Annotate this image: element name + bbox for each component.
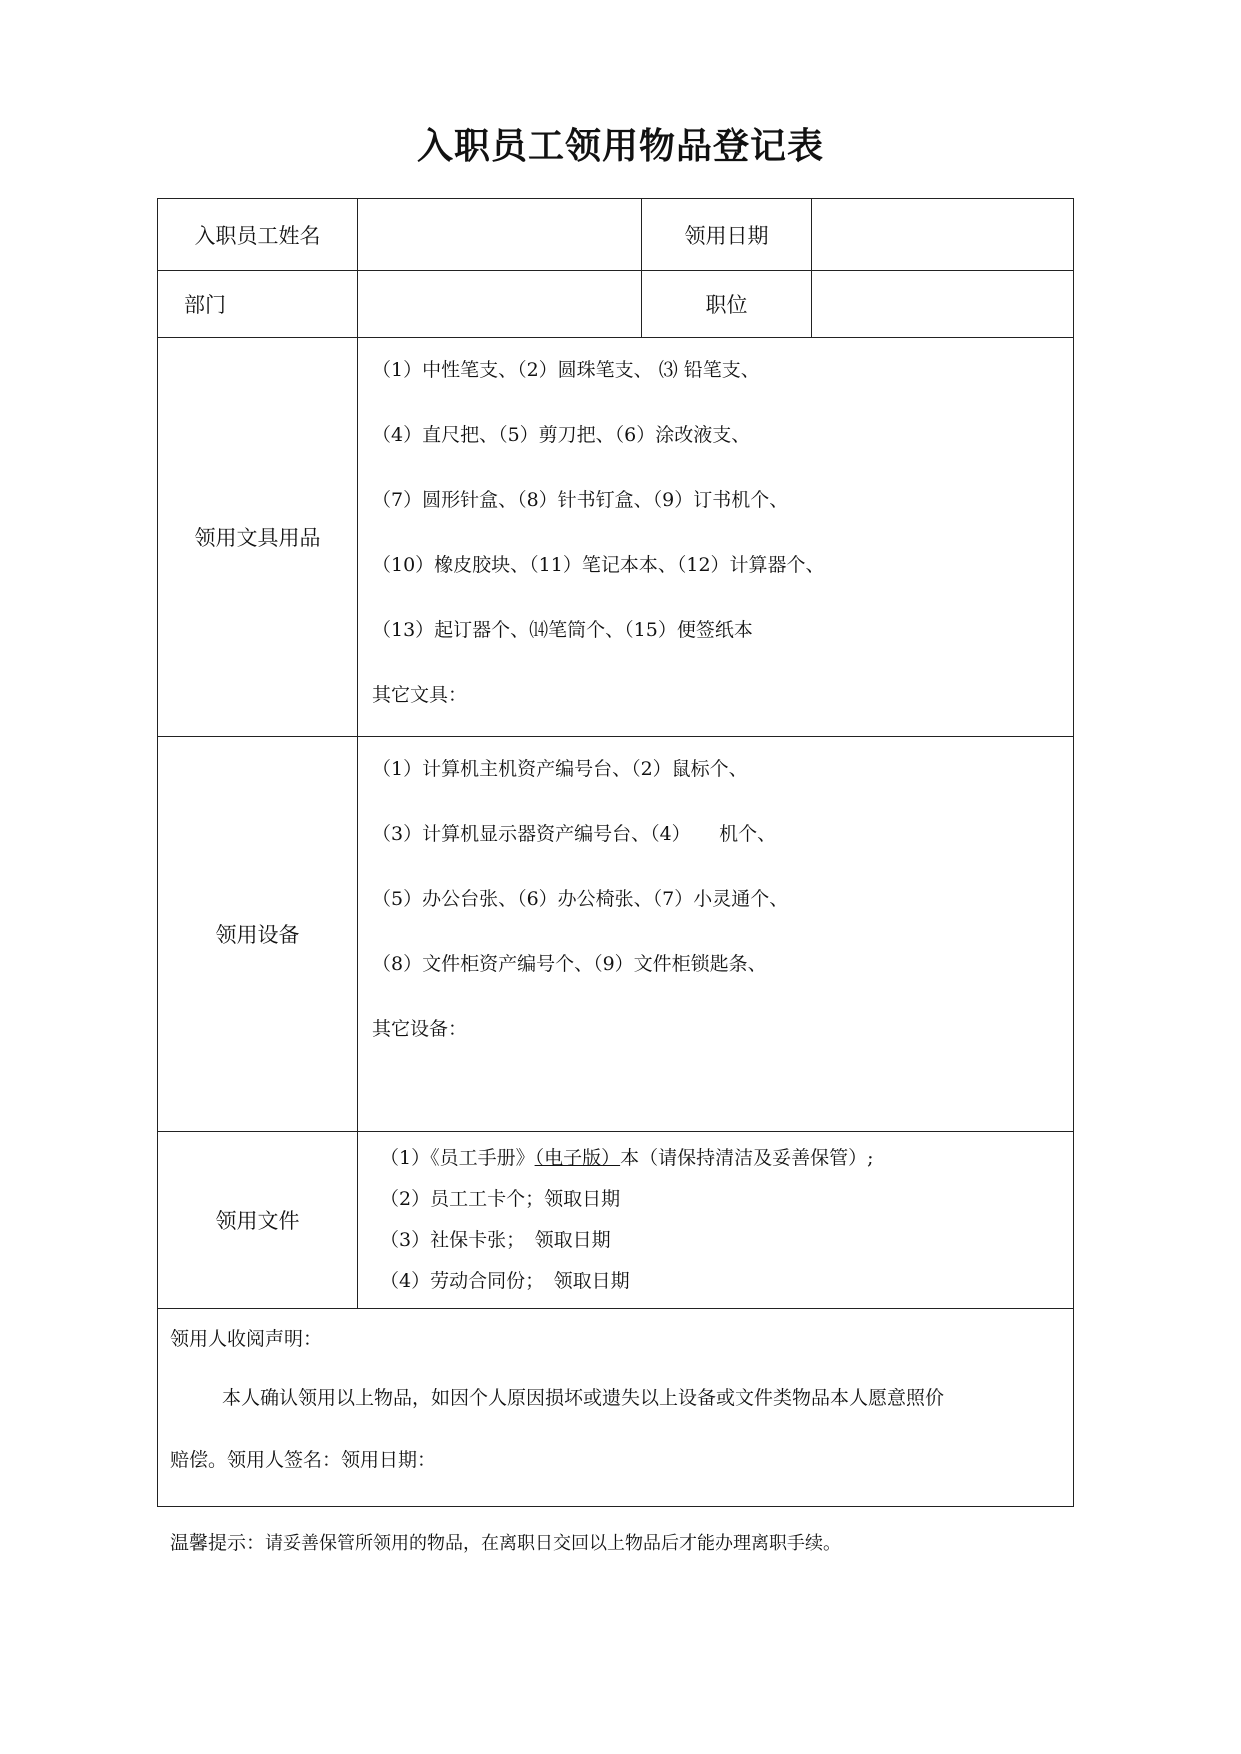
receive-date-field[interactable] bbox=[812, 199, 1074, 271]
declaration-signature-line: 赔偿。领用人签名：领用日期： bbox=[170, 1449, 437, 1471]
equipment-line: （3）计算机显示器资产编号台、（4） 机个、 bbox=[372, 823, 777, 845]
equipment-line: （1）计算机主机资产编号台、（2）鼠标个、 bbox=[372, 758, 748, 780]
stationery-line: （1）中性笔支、（2）圆珠笔支、 ⑶ 铅笔支、 bbox=[372, 359, 760, 381]
row-name-date bbox=[158, 199, 1074, 271]
receive-date-label: 领用日期 bbox=[642, 199, 812, 271]
equipment-items bbox=[358, 737, 1074, 1132]
position-label: 职位 bbox=[642, 271, 812, 338]
stationery-items bbox=[358, 338, 1074, 737]
stationery-line: （13）起订器个、⒁笔筒个、（15）便签纸本 bbox=[372, 619, 753, 641]
stationery-line: （4）直尺把、（5）剪刀把、（6）涂改液支、 bbox=[372, 424, 751, 446]
documents-items bbox=[358, 1132, 1074, 1309]
declaration-heading: 领用人收阅声明： bbox=[170, 1328, 323, 1350]
stationery-line: （10）橡皮胶块、（11）笔记本本、（12）计算器个、 bbox=[372, 554, 825, 576]
row-declaration bbox=[158, 1309, 1074, 1507]
equipment-line: （8）文件柜资产编号个、（9）文件柜锁匙条、 bbox=[372, 953, 767, 975]
documents-line-3: （3）社保卡张； 领取日期 bbox=[380, 1229, 611, 1251]
registration-form bbox=[157, 198, 1074, 1507]
position-field[interactable] bbox=[812, 271, 1074, 338]
equipment-line: （5）办公台张、（6）办公椅张、（7）小灵通个、 bbox=[372, 888, 789, 910]
page-title: 入职员工领用物品登记表 bbox=[416, 126, 824, 167]
declaration-body: 本人确认领用以上物品，如因个人原因损坏或遗失以上设备或文件类物品本人愿意照价 bbox=[222, 1387, 945, 1409]
row-stationery bbox=[158, 338, 1074, 737]
employee-name-label: 入职员工姓名 bbox=[158, 199, 358, 271]
warm-tip-text: 请妥善保管所领用的物品，在离职日交回以上物品后才能办理离职手续。 bbox=[265, 1533, 842, 1554]
row-documents bbox=[158, 1132, 1074, 1309]
documents-label: 领用文件 bbox=[158, 1132, 358, 1309]
documents-line-1-underlined: （电子版） bbox=[534, 1147, 621, 1169]
equipment-label: 领用设备 bbox=[158, 737, 358, 1132]
documents-line-4: （4）劳动合同份； 领取日期 bbox=[380, 1270, 630, 1292]
row-equipment bbox=[158, 737, 1074, 1132]
equipment-other: 其它设备： bbox=[372, 1018, 468, 1040]
documents-line-1-suffix: 本（请保持清洁及妥善保管）; bbox=[620, 1147, 874, 1169]
warm-tip bbox=[170, 1528, 841, 1555]
warm-tip-label: 温馨提示： bbox=[170, 1532, 266, 1554]
documents-line-1 bbox=[380, 1138, 1073, 1179]
declaration-cell bbox=[158, 1309, 1074, 1507]
stationery-label: 领用文具用品 bbox=[158, 338, 358, 737]
department-field[interactable] bbox=[358, 271, 642, 338]
employee-name-field[interactable] bbox=[358, 199, 642, 271]
documents-line-1-prefix: （1）《员工手册》 bbox=[380, 1147, 535, 1169]
stationery-line: （7）圆形针盒、（8）针书钉盒、（9）订书机个、 bbox=[372, 489, 789, 511]
department-label: 部门 bbox=[158, 271, 358, 338]
row-dept-position bbox=[158, 271, 1074, 338]
documents-line-2: （2）员工工卡个；领取日期 bbox=[380, 1188, 621, 1210]
stationery-other: 其它文具： bbox=[372, 684, 468, 706]
